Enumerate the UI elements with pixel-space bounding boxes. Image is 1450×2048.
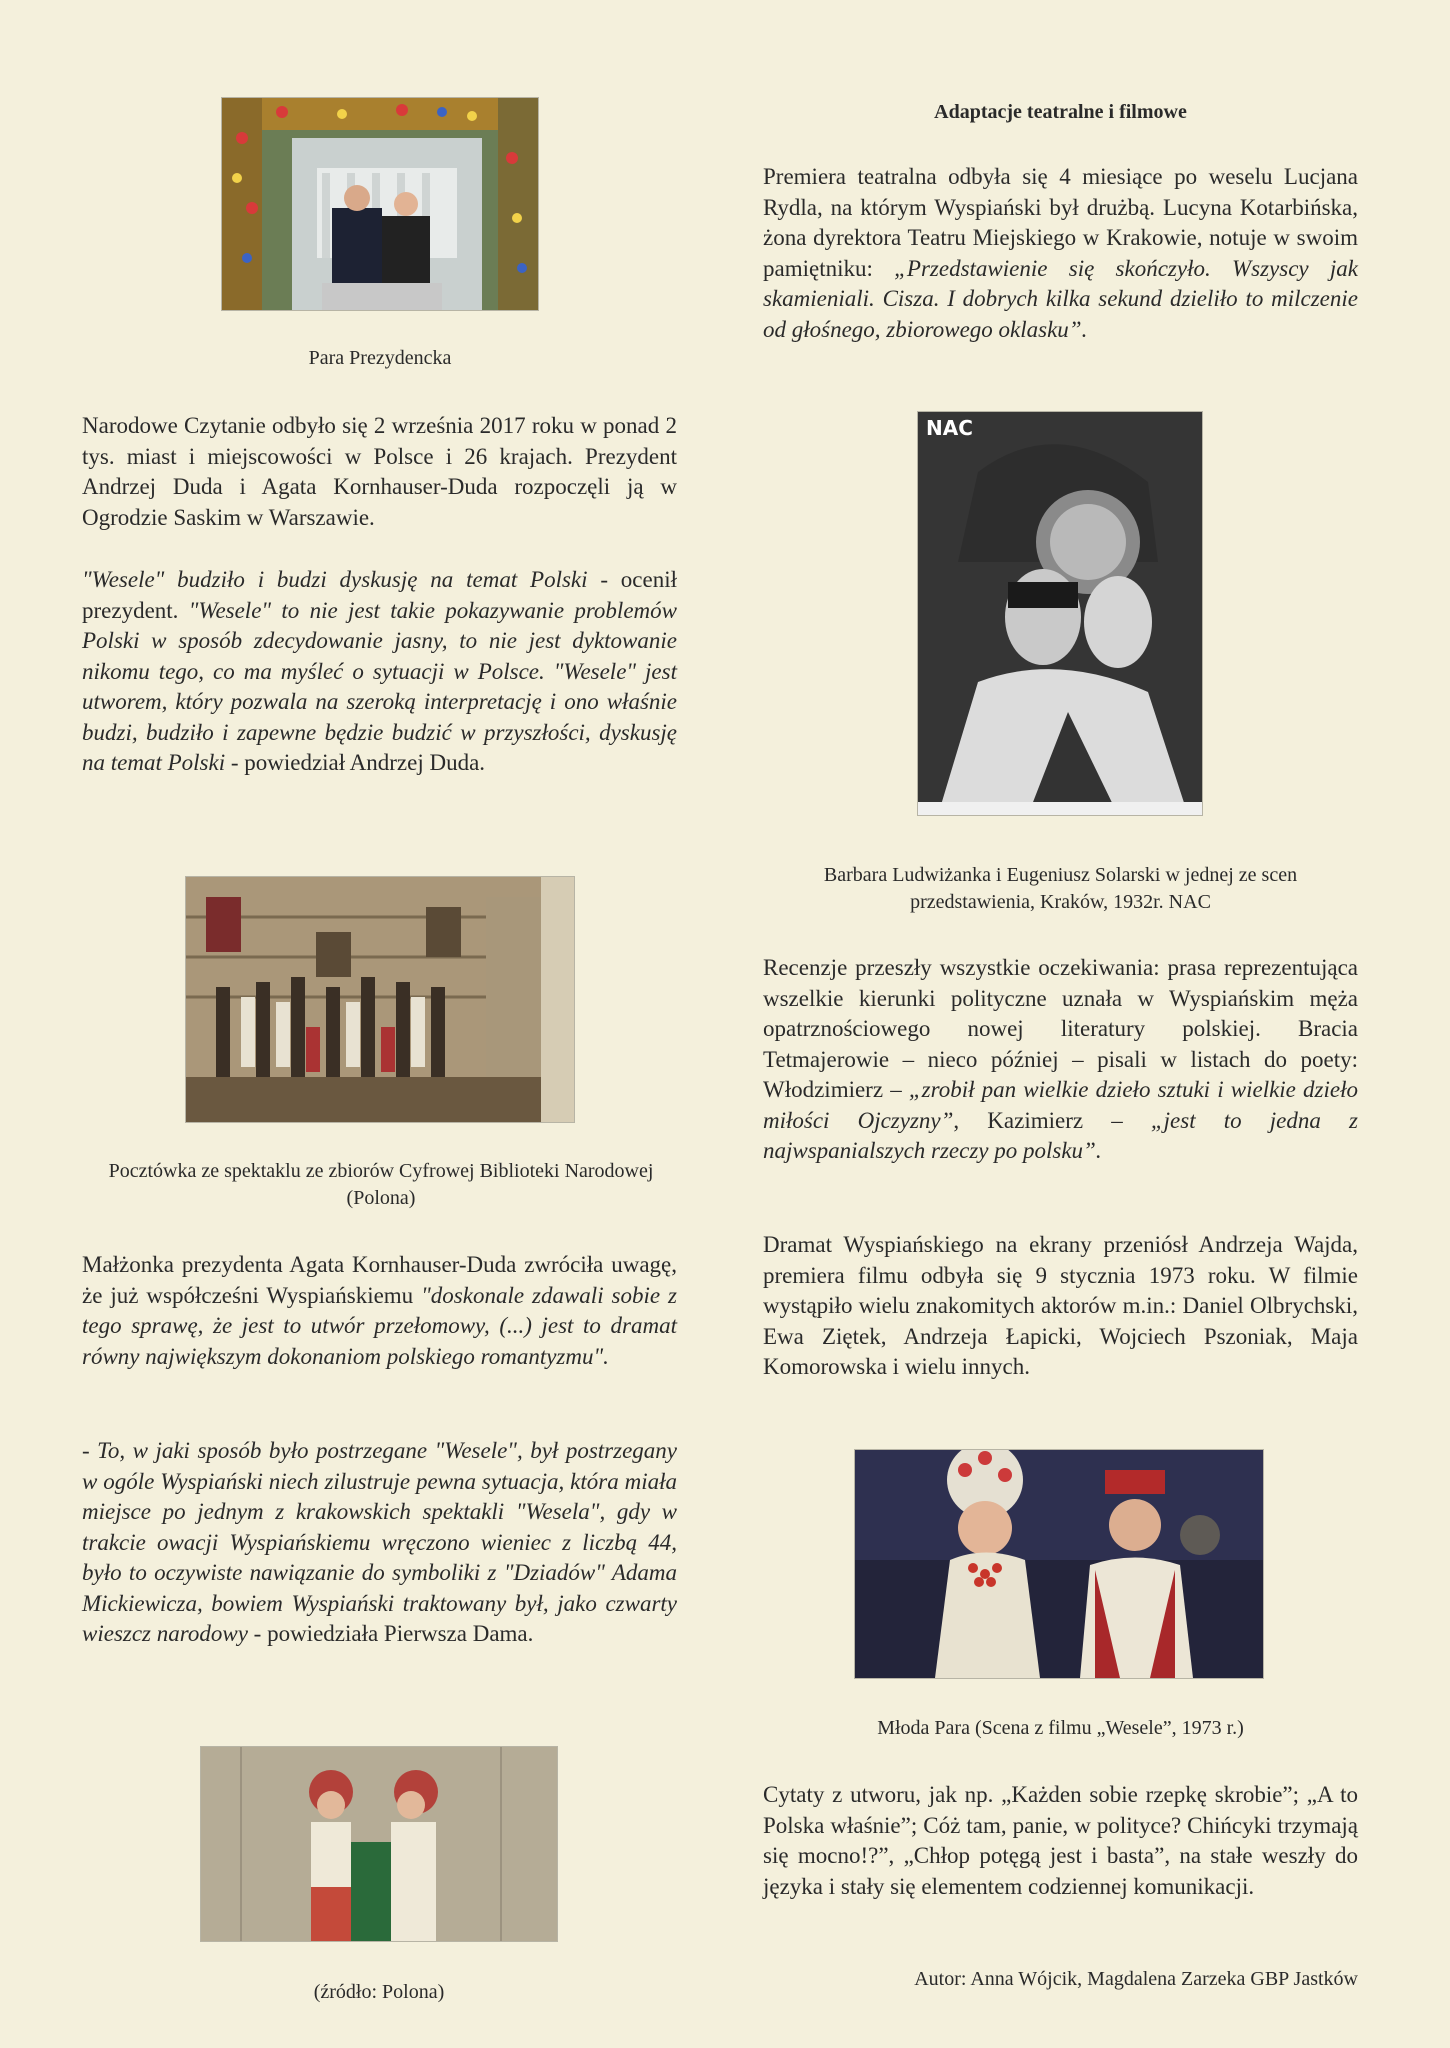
body-paragraph [82, 565, 677, 779]
photo-caption: Barbara Ludwiżanka i Eugeniusz Solarski w jednej ze scen przedstawienia, Kraków, 1932r. NAC [823, 864, 1298, 913]
body-paragraph: Cytaty z utworu, jak np. „Każden sobie rzepkę skrobie”; „A to Polska właśnie”; Cóż tam, panie, w polityce? Chińcyki trzymają się mocno!?”, „Chłop potęgą jest i basta”, na stałe weszły do języka i stały się elementem codziennej komunikacji. [763, 1782, 1358, 1899]
quote-text: „Przedstawienie się skończyło. Wszyscy jak skamieniali. Cisza. I dobrych kilka sekund dzieliło to milczenie od głośnego, zbiorowego oklasku”. [763, 255, 1358, 342]
body-text: - powiedziała Pierwsza Dama. [247, 1621, 534, 1646]
body-paragraph: Dramat Wyspiańskiego na ekrany przeniósł Andrzeja Wajda, premiera filmu odbyła się 9 stycznia 1973 roku. W filmie wystąpiło wielu znakomitych aktorów m.in.: Daniel Olbrychski, Ewa Ziętek, Andrzeja Łapicki, Wojciech Pszoniak, Maja Komorowska i wielu innych. [763, 1232, 1358, 1379]
quote-text: - To, w jaki sposób było postrzegane "Wesele", był postrzegany w ogóle Wyspiański niech zilustruje pewna sytuacja, która miała miejsce po jednym z krakowskich spektakli "Wesela", gdy w trakcie owacji Wyspiańskiemu wręczono wieniec z liczbą 44, było to oczywiste nawiązanie do symboliki z "Dziadów" Adama Mickiewicza, bowiem Wyspiański traktowany był, jako czwarty wieszcz narodowy [82, 1438, 677, 1646]
body-paragraph [82, 1436, 677, 1650]
quote-text: "Wesele" to nie jest takie pokazywanie problemów Polski w sposób zdecydowanie jasny, to nie jest dyktowanie nikomu tego, co ma myśleć o sytuacji w Polsce. "Wesele" jest utworem, który pozwala na szeroką interpretację i ono właśnie budzi, budziło i zapewne będzie budzić w przyszłości, dyskusję na temat Polski [82, 597, 677, 775]
body-text: , Kazimierz – [953, 1107, 1151, 1133]
body-text: - ocenił prezydent. [82, 567, 678, 623]
photo-caption: Młoda Para (Scena z filmu „Wesele”, 1973 r.) [877, 1717, 1244, 1739]
folk-costume-couple-photo [201, 1747, 557, 1941]
body-paragraph [763, 953, 1358, 1167]
postcard-wedding-scene-photo [186, 877, 574, 1122]
nac-archive-actors-photo [918, 412, 1202, 815]
body-paragraph [763, 162, 1358, 345]
quote-text: "Wesele" budziło i budzi dyskusję na temat Polski [82, 567, 588, 592]
quote-text: „zrobił pan wielkie dzieło sztuki i wielkie dzieło miłości Ojczyzny” [763, 1077, 1358, 1133]
author-credit: Autor: Anna Wójcik, Magdalena Zarzeka GBP Jastków [914, 1968, 1358, 1990]
quote-text: "doskonale zdawali sobie z tego sprawę, że jest to utwór przełomowy, (...) jest to dramat równy największym dokonaniom polskiego romantyzmu". [82, 1282, 677, 1369]
body-paragraph [82, 1250, 677, 1372]
body-text: - powiedział Andrzej Duda. [225, 750, 486, 775]
photo-caption: Para Prezydencka [308, 347, 452, 369]
film-still-young-couple-photo [855, 1450, 1263, 1678]
photo-caption: (źródło: Polona) [313, 1981, 445, 2003]
body-paragraph: Narodowe Czytanie odbyło się 2 września 2017 roku w ponad 2 tys. miast i miejscowości w Polsce i 26 krajach. Prezydent Andrzej Duda i Agata Kornhauser-Duda rozpoczęli ją w Ogrodzie Saskim w Warszawie. [82, 413, 677, 530]
body-text: Małżonka prezydenta Agata Kornhauser-Duda zwróciła uwagę, że już współcześni Wyspiańskiemu [82, 1252, 677, 1308]
body-text: Recenzje przeszły wszystkie oczekiwania: prasa reprezentująca wszelkie kierunki polityczne uznała w Wyspiańskim męża opatrznościowego nowej literatury polskiej. Bracia Tetmajerowie – nieco później – pisali w listach do poety: Włodzimierz – [763, 955, 1358, 1102]
photo-caption: Pocztówka ze spektaklu ze zbiorów Cyfrowej Biblioteki Narodowej (Polona) [108, 1160, 654, 1209]
nac-stamp: NAC [926, 416, 973, 440]
section-heading: Adaptacje teatralne i filmowe [934, 101, 1187, 123]
body-text: Premiera teatralna odbyła się 4 miesiące po weselu Lucjana Rydla, na którym Wyspiański był drużbą. Lucyna Kotarbińska, żona dyrektora Teatru Miejskiego w Krakowie, notuje w swoim pamiętniku: [763, 164, 1358, 281]
quote-text: „jest to jedna z najwspanialszych rzeczy po polsku”. [763, 1107, 1358, 1163]
presidential-couple-photo [222, 98, 538, 310]
